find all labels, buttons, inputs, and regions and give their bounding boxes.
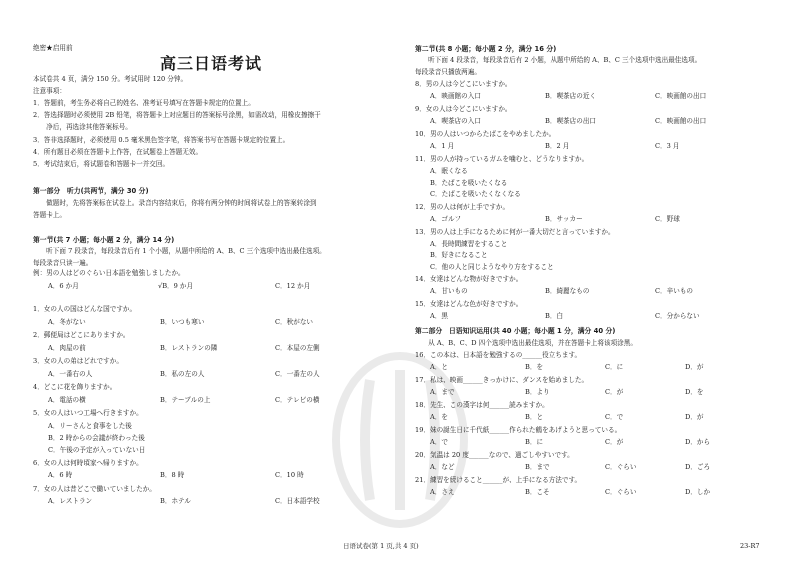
answer-option: C．が [605,438,624,446]
answer-option: D．を [685,388,704,396]
section1-desc-1: 听下面 7 段录音，每段录音后有 1 个小题，从题中所给的 A、B、C 三个选项中选出最佳选项。 [33,247,326,255]
answer-option: C．本屋の左側 [275,343,320,352]
answer-option: B．いつも寒い [160,317,205,326]
section1-desc-2: 每段录音只读一遍。 [33,259,93,267]
question-text: 19．妹の誕生日に千代紙______作られた鶴をあげようと思っている。 [415,426,622,434]
answer-option: A．まで [430,388,455,396]
question-text: 14．女達はどんな物が好きですか。 [415,275,523,283]
answer-option: B．テーブルの上 [160,395,211,404]
answer-option: B．喫茶店の出口 [545,117,597,125]
answer-option: C．午後の予定が入っていない日 [48,445,146,454]
answer-option: D．しか [685,488,711,496]
example-option-c: C．12 か月 [275,282,311,290]
answer-option: A．と [430,363,448,371]
answer-option: A．リーさんと食事をした後 [48,421,132,430]
answer-option: B．好きになること [430,251,488,259]
answer-option: B．私の左の人 [160,369,205,378]
answer-option: C．一番左の人 [275,369,320,378]
answer-option: B．たばこを吸いたくなる [430,178,508,187]
section2-desc-2: 每段录音只播放两遍。 [415,68,481,76]
section2-title: 第二节(共 8 小题；每小题 2 分，满分 16 分) [415,45,557,53]
answer-option: A．喫茶店の入口 [430,117,481,125]
answer-option: B．と [525,413,544,421]
answer-option: B．を [525,363,544,371]
answer-option: B．白 [545,312,564,320]
example-option-b: √B．9 か月 [158,282,194,290]
answer-option: A．さえ [430,488,455,496]
exam-code: 23-R7 [740,542,760,550]
question-text: 1．女の人の国はどんな国ですか。 [33,305,137,313]
question-text: 5．女の人はいつ工場へ行きますか。 [33,409,143,417]
question-text: 7．女の人は昔どこで働いていましたか。 [33,484,156,493]
answer-option: C．たばこを吸いたくなくなる [430,190,521,198]
answer-option: D．から [685,438,711,446]
answer-option: C．分からない [655,312,700,320]
question-text: 18．先生、この漢字は何______読みますか。 [415,401,549,409]
answer-option: A．長時間練習をすること [430,239,508,248]
answer-option: A．冬がない [48,317,86,326]
answer-option: A．を [430,413,448,421]
answer-option: D．が [685,363,704,371]
answer-option: D．ごろ [685,463,711,471]
question-text: 11．男の人が持っているガムを噛むと、どうなりますか。 [415,155,589,163]
answer-option: B．こそ [525,488,550,496]
question-text: 21．練習を続けること______が、上手になる方法です。 [415,476,582,484]
question-text: 8．男の人は今どこにいますか。 [415,80,512,88]
answer-option: C．辛いもの [655,287,694,295]
part1-title: 第一部分 听力(共两节，满分 30 分) [33,187,149,195]
answer-option: A．で [430,438,448,446]
answer-option: B．2 時からの会議が終わった後 [48,433,145,442]
question-text: 16．この本は、日本語を勉強するの______役立ちます。 [415,351,582,359]
answer-option: C．映画館の出口 [655,92,707,100]
answer-option: C．日本語学校 [275,497,320,505]
answer-option: B．綺麗なもの [545,287,590,295]
note-line: 4．所有题目必须在答题卡上作答，在试题卷上答题无效。 [33,148,203,156]
question-text: 15．女達はどんな色が好きですか。 [415,300,523,308]
answer-option: D．が [685,413,704,421]
answer-option: A．電話の横 [48,395,86,404]
answer-option: C．映画館の出口 [655,117,707,125]
question-text: 6．女の人は何時頃家へ帰りますか。 [33,458,143,467]
question-text: 13．男の人は上手になるために何が一番大切だと言っていますか。 [415,227,615,236]
answer-option: C．秋がない [275,317,314,326]
question-text: 2．郵便局はどこにありますか。 [33,331,130,339]
question-text: 20．気温は 20 度______なので、過ごしやすいです。 [415,451,574,459]
answer-option: B．レストランの隣 [160,343,218,352]
section2-desc-1: 听下面 4 段录音，每段录音后有 2 小题，从题中所给的 A、B、C 三个选项中选出最佳选项。 [415,56,702,64]
question-text: 3．女の人の弟はどれですか。 [33,357,123,365]
answer-option: A．1 月 [430,142,455,150]
part2-title: 第二部分 日语知识运用(共 40 小题；每小题 1 分，满分 40 分) [415,327,616,335]
answer-option: B．8 時 [160,471,185,479]
section1-title: 第一节(共 7 小题；每小题 2 分，满分 14 分) [33,236,175,244]
part1-desc-1: 做题时，先将答案标在试卷上。录音内容结束后，你将有两分钟的时间将试卷上的答案转涂到 [33,199,317,207]
example-question: 例：男の人はどのぐらい日本語を勉強しましたか。 [33,269,185,277]
answer-option: A．など [430,463,455,471]
note-line: 净后，再选涂其他答案标号。 [33,123,132,131]
question-text: 4．どこに花を飾りますか。 [33,383,117,391]
exam-title: 高三日语考试 [160,54,263,73]
answer-option: A．眠くなる [430,167,468,175]
answer-option: C．が [605,388,624,396]
note-line: 2．答选择题时必须使用 2B 铅笔，将答题卡上对应题目的答案标号涂黑，如需改动，用橡皮擦擦干 [33,111,321,119]
note-line: 3．答非选择题时，必须使用 0.5 毫米黑色签字笔，将答案书写在答题卡规定的位置上。 [33,136,290,144]
answer-option: C．3 月 [655,142,680,150]
note-line: 1．答题前，考生务必将自己的姓名、准考证号填写在答题卡规定的位置上。 [33,99,255,107]
answer-option: A．レストラン [48,497,93,505]
answer-option: A．ゴルフ [430,214,462,223]
answer-option: B．より [525,388,550,396]
answer-option: C．他の人と同じようなやり方をすること [430,262,554,271]
answer-option: B．サッカー [545,214,583,223]
answer-option: A．映画館の入口 [430,92,481,100]
answer-option: A．肉屋の前 [48,343,86,352]
answer-option: C．野球 [655,214,680,223]
answer-option: B．まで [525,463,550,471]
answer-option: A．6 時 [48,471,73,479]
confidential-label: 绝密★启用前 [33,44,73,52]
part1-desc-2: 答题卡上。 [33,211,66,219]
answer-option: B．ホテル [160,497,191,505]
answer-option: A．甘いもの [430,287,468,295]
answer-option: B．に [525,438,544,446]
question-text: 10．男の人はいつからたばこをやめましたか。 [415,130,556,138]
answer-option: A．一番右の人 [48,369,93,378]
answer-option: C．に [605,363,624,371]
page-number: 日语试卷(第 1 页,共 4 页) [343,542,419,550]
note-line: 5．考试结束后，将试题卷和答题卡一并交回。 [33,160,170,168]
answer-option: B．喫茶店の近く [545,92,597,100]
part2-desc: 从 A、B、C、D 四个选项中选出最佳选项，并在答题卡上将该项涂黑。 [415,339,637,347]
answer-option: C．で [605,413,624,421]
answer-option: B．2 月 [545,142,570,150]
answer-option: C．テレビの横 [275,395,320,404]
answer-option: C．ぐらい [605,488,637,496]
notes-heading: 注意事项： [33,87,66,95]
answer-option: A．黒 [430,312,448,320]
example-option-a: A．6 か月 [48,282,79,290]
answer-option: C．ぐらい [605,463,637,471]
question-text: 12．男の人は何が上手ですか。 [415,202,510,211]
answer-option: C．10 時 [275,471,304,479]
question-text: 9．女の人は今どこにいますか。 [415,105,512,113]
exam-info: 本试卷共 4 页，满分 150 分。考试用时 120 分钟。 [33,75,188,83]
question-text: 17．私は、映画______きっかけに、ダンスを始めました。 [415,376,589,384]
